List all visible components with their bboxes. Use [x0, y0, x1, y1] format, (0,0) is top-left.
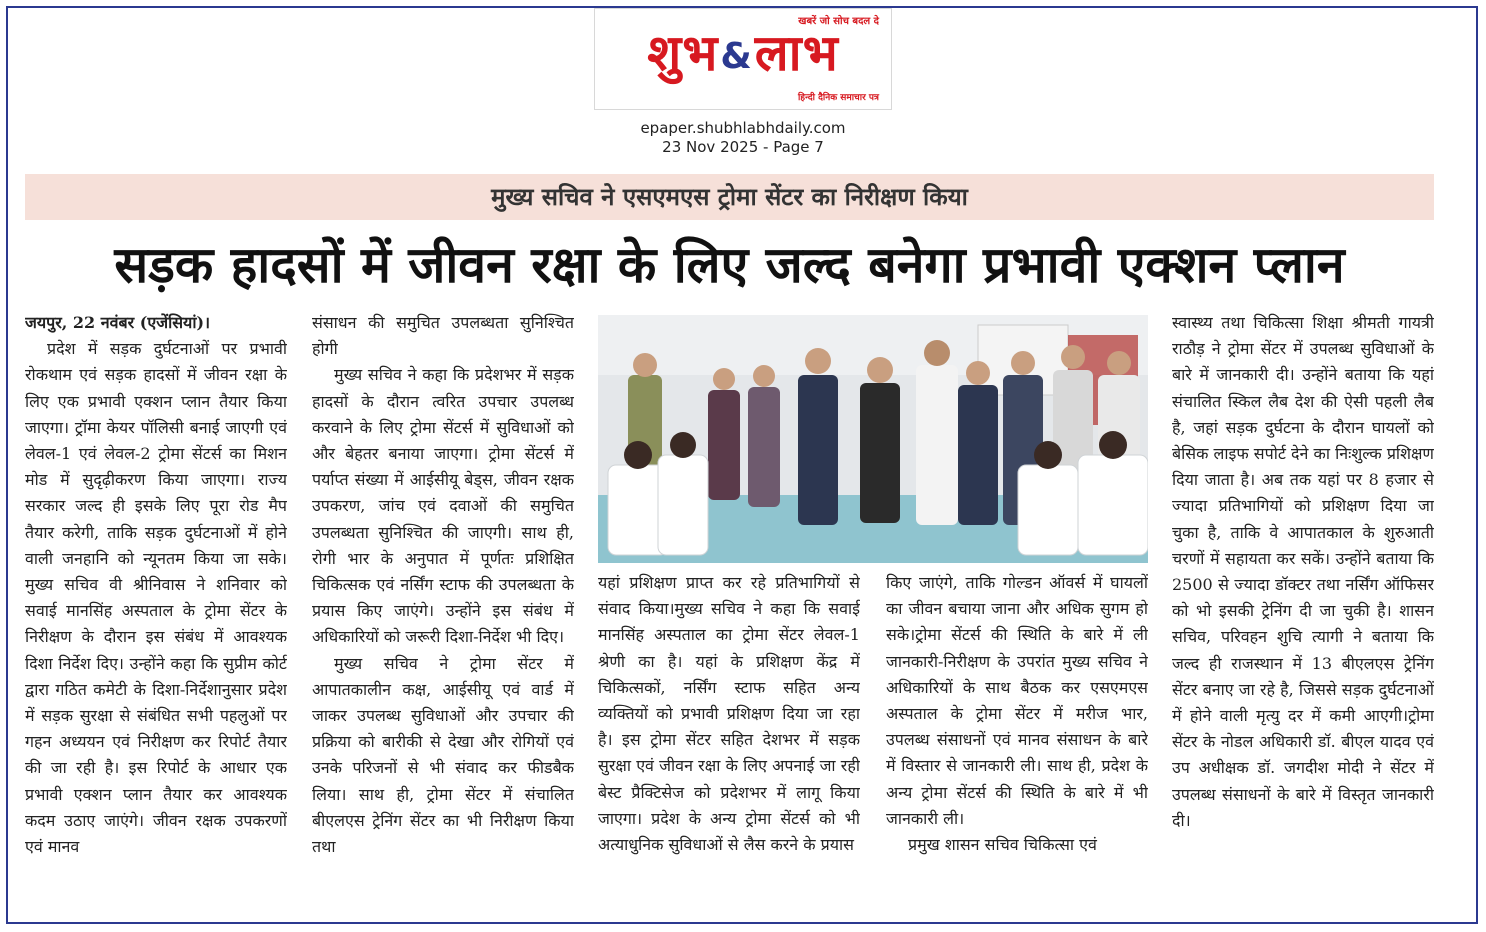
paragraph: यहां प्रशिक्षण प्राप्त कर रहे प्रतिभागियों से संवाद किया।मुख्य सचिव ने कहा कि सवाई मानसिंह अस्पताल का ट्रोमा सेंटर लेवल-1 श्रेणी का है। यहां के प्रशिक्षण केंद्र में चिकित्सकों, नर्सिंग स्टाफ सहित अन्य व्यक्तियों को प्रभावी प्रशिक्षण दिया जा रहा है। इस ट्रोमा सेंटर सहित देशभर में सड़क सुरक्षा एवं जीवन रक्षा के लिए अपनाई जा रही बेस्ट प्रैक्टिसेज को प्रदेशभर में लागू किया जाएगा। प्रदेश के अन्य ट्रोमा सेंटर्स को भी अत्याधुनिक सुविधाओं से लैस करने के प्रयास: [598, 573, 860, 855]
paragraph: मुख्य सचिव ने ट्रोमा सेंटर में आपातकालीन कक्ष, आईसीयू एवं वार्ड में जाकर उपलब्ध सुविधाओं और उपचार की प्रक्रिया को बारीकी से देखा और रोगियों एवं उनके परिजनों से भी संवाद कर फीडबैक लिया। साथ ही, ट्रोमा सेंटर में संचालित बीएलएस ट्रेनिंग सेंटर का भी निरीक्षण किया तथा: [312, 653, 574, 857]
article-column-3: [598, 570, 860, 916]
article-column-2: [312, 310, 574, 916]
article-kicker: मुख्य सचिव ने एसएमएस ट्रोमा सेंटर का निरीक्षण किया: [25, 174, 1434, 220]
masthead-subtag: हिन्दी दैनिक समाचार पत्र: [797, 93, 879, 103]
paragraph: प्रदेश में सड़क दुर्घटनाओं पर प्रभावी रोकथाम एवं सड़क हादसों में जीवन रक्षा के लिए एक प्रभावी एक्शन प्लान तैयार किया जाएगा। ट्रॉमा केयर पॉलिसी बनाई जाएगी एवं लेवल-1 एवं लेवल-2 ट्रोमा सेंटर्स का मिशन मोड में सुदृढ़ीकरण किया जाएगा। राज्य सरकार जल्द ही इसके लिए पूरा रोड मैप तैयार करेगी, ताकि सड़क दुर्घटनाओं में होने वाली जनहानि को न्यूनतम किया जा सके।मुख्य सचिव वी श्रीनिवास ने शनिवार को सवाई मानसिंह अस्पताल के ट्रोमा सेंटर के निरीक्षण के दौरान इस संबंध में आवश्यक दिशा निर्देश दिए। उन्होंने कहा कि सुप्रीम कोर्ट द्वारा गठित कमेटी के दिशा-निर्देशानुसार प्रदेश में सड़क सुरक्षा से संबंधित सभी पहलुओं पर गहन अध्ययन एवं निरीक्षण कर रिपोर्ट तैयार की जा रही है। इस रिपोर्ट के आधार एक प्रभावी एक्शन प्लान तैयार कर आवश्यक कदम उठाए जाएंगे। जीवन रक्षक उपकरणों एवं मानव: [25, 339, 287, 857]
edition-date-page: 23 Nov 2025 - Page 7: [662, 138, 824, 156]
paragraph: प्रमुख शासन सचिव चिकित्सा एवं: [908, 835, 1097, 855]
article-photo: [598, 315, 1148, 563]
brand-wordmark: [595, 21, 891, 89]
article-column-1: [25, 310, 287, 916]
article-headline: सड़क हादसों में जीवन रक्षा के लिए जल्द बनेगा प्रभावी एक्शन प्लान: [114, 236, 1345, 294]
masthead-logo: [594, 8, 892, 110]
subheading: संसाधन की समुचित उपलब्धता सुनिश्चित होगी: [312, 313, 574, 359]
brand-left: शुभ: [647, 24, 719, 82]
article-dateline: जयपुर, 22 नवंबर (एजेंसियां)।: [25, 313, 211, 332]
paragraph: स्वास्थ्य तथा चिकित्सा शिक्षा श्रीमती गायत्री राठौड़ ने ट्रोमा सेंटर में उपलब्ध सुविधाओं के बारे में जानकारी दी। उन्होंने बताया कि यहां संचालित स्किल लैब देश की ऐसी पहली लैब है, जहां सड़क दुर्घटना के दौरान घायलों को बेसिक लाइफ सपोर्ट देने का निःशुल्क प्रशिक्षण दिया जाता है। अब तक यहां पर 8 हजार से ज्यादा प्रतिभागियों को प्रशिक्षण दिया जा चुका है, ताकि वे आपातकाल के शुरुआती चरणों में सहायता कर सकें। उन्होंने बताया कि 2500 से ज्यादा डॉक्टर तथा नर्सिंग ऑफिसर को भो इसकी ट्रेनिंग दी जा चुकी है। शासन सचिव, परिवहन शुचि त्यागी ने बताया कि जल्द ही राजस्थान में 13 बीएलएस ट्रेनिंग सेंटर बनाए जा रहे है, जिससे सड़क दुर्घटनाओं में होने वाली मृत्यु दर में कमी आएगी।ट्रोमा सेंटर के नोडल अधिकारी डॉ. बीएल यादव एवं उप अधीक्षक डॉ. जगदीश मोदी ने सेंटर में उपलब्ध संसाधनों के बारे में विस्तृत जानकारी दी।: [1172, 313, 1434, 830]
brand-ganesha-icon: &: [720, 35, 753, 77]
article-column-4: [886, 570, 1148, 916]
article-column-5: [1172, 310, 1434, 916]
masthead-tagline: खबरें जो सोच बदल दे: [798, 16, 879, 27]
brand-right: लाभ: [754, 24, 839, 82]
paragraph: किए जाएंगे, ताकि गोल्डन ऑवर्स में घायलों का जीवन बचाया जाना और अधिक सुगम हो सके।ट्रोमा सेंटर्स की स्थिति के बारे में ली जानकारी-निरीक्षण के उपरांत मुख्य सचिव ने अधिकारियों के साथ बैठक कर एसएमएस अस्पताल के ट्रोमा सेंटर में मरीज भार, उपलब्ध संसाधनों एवं मानव संसाधन के बारे में विस्तार से जानकारी ली। साथ ही, प्रदेश के अन्य ट्रोमा सेंटर्स की स्थिति के बारे में भी जानकारी ली।: [886, 573, 1148, 828]
epaper-url[interactable]: epaper.shubhlabhdaily.com: [640, 119, 846, 137]
group-photo-illustration: [598, 315, 1148, 563]
epaper-info: [540, 119, 946, 157]
paragraph: मुख्य सचिव ने कहा कि प्रदेशभर में सड़क हादसों के दौरान त्वरित उपचार उपलब्ध करवाने के लिए ट्रोमा सेंटर्स में सुविधाओं को और बेहतर बनाया जाएगा। ट्रोमा सेंटर्स में पर्याप्त संख्या में आईसीयू बेड्स, जीवन रक्षक उपकरण, जांच एवं दवाओं की समुचित उपलब्धता सुनिश्चित की जाएगी। साथ ही, रोगी भार के अनुपात में पूर्णतः प्रशिक्षित चिकित्सक एवं नर्सिंग स्टाफ की उपलब्धता के प्रयास किए जाएंगे। उन्होंने इस संबंध में अधिकारियों को जरूरी दिशा-निर्देश भी दिए।: [312, 365, 574, 647]
